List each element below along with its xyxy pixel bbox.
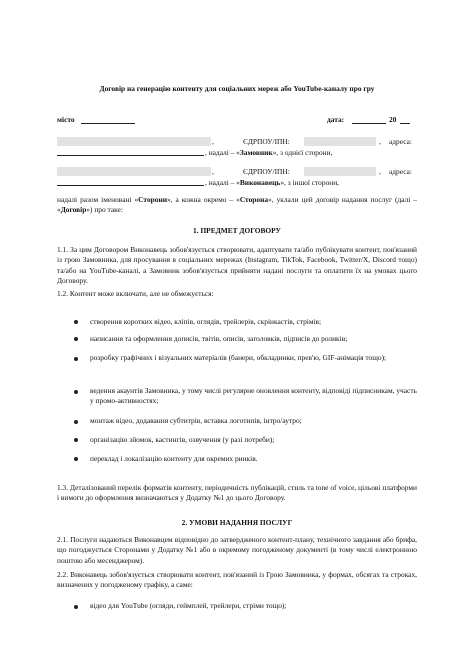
party2-role-line: , надалі – «Виконавець», з іншої сторони,	[205, 178, 340, 187]
bullet	[74, 337, 78, 341]
clause-1-3: 1.3. Деталізований перелік форматів контенту, періодичність публікацій, стиль та tone of voice, цільові платформи і вимоги до оформлення визначаються у Додатку №1 до цього Договору.	[57, 483, 417, 503]
bullet	[74, 420, 78, 424]
bullet	[74, 605, 78, 609]
party1-address-blank[interactable]	[57, 147, 204, 156]
document-page: Договір на генерацію контенту для соціальних мереж або YouTube-каналу про гру місто дата: 20 , ЄДРПОУ/ІПН: , адреса: , надалі – «Замовник», з однієї сторони, , ЄДРПОУ/ІПН: , адреса: , надалі – «Виконавець», з іншої сторони, надалі разом іменовані «Сторони», а кожна окремо – «Сторона», уклали цей договір надання послуг (далі – «Договір») про таке: 1. ПРЕДМЕТ ДОГОВОРУ 1.1. За цим Договором Виконавець зобов'язується створювати, адаптувати та/або публікувати контент, пов'язаний із грою Замовника, для просування в соціальних мережах (Instagram, TikTok, Facebook, Twitter/X, Discord тощо) та/або на YouTube-каналі, а Замовник зобов'язується прийняти надані послуги та оплатити їх на умовах цього Договору. 1.2. Контент може включати, але не обмежується: створення коротких відео, кліпів, оглядів, трейлерів, скрінкастів, стрімів; написання та оформлення дописів, твітів, описів, заголовків, підписів до роликів; розробку графічних і візуальних матеріалів (банери, обкладинки, прев'ю, GIF-анімація тощо); ведення акаунтів Замовника, у тому числі регулярне оновлення контенту, відповіді підписникам, участь у промо-активностях; монтаж відео, додавання субтитрів, вставка логотипів, інтро/аутро; організацію зйомок, кастингів, озвучення (у разі потреби); переклад і локалізацію контенту для окремих ринків. 1.3. Деталізований перелік форматів контенту, періодичність публікацій, стиль та tone of voice, цільові платформи і вимоги до оформлення визначаються у Додатку №1 до цього Договору. 2. УМОВИ НАДАННЯ ПОСЛУГ 2.1. Послуги надаються Виконавцем відповідно до затвердженого контент-плану, технічного завдання або брифа, що погоджується Сторонами у Додатку №1 або в окремому погодженому документі (в тому числі електронною поштою або месенджером). 2.2. Виконавець зобов'язується створювати контент, пов'язаний із Грою Замовника, у формах, обсягах та строках, визначених у погодженому графіку, а саме: відео для YouTube (огляди, геймплей, трейлери, стріми тощо);	[0, 0, 474, 670]
bullet	[74, 390, 78, 394]
party2-edrpou-field[interactable]	[304, 167, 376, 176]
list-item: відео для YouTube (огляди, геймплей, трейлери, стріми тощо);	[90, 601, 287, 610]
list-item: створення коротких відео, кліпів, оглядів, трейлерів, скрінкастів, стрімів;	[90, 317, 322, 326]
list-item: ведення акаунтів Замовника, у тому числі регулярне оновлення контенту, відповіді підписникам, участь у промо-активностях;	[90, 386, 417, 406]
list-item: розробку графічних і візуальних матеріалів (банери, обкладинки, прев'ю, GIF-анімація тощо);	[90, 353, 387, 362]
list-item: організацію зйомок, кастингів, озвучення (у разі потреби);	[90, 435, 275, 444]
party2-name-field[interactable]	[57, 167, 211, 176]
list-item: написання та оформлення дописів, твітів, описів, заголовків, підписів до роликів;	[90, 334, 348, 343]
bullet	[74, 457, 78, 461]
list-item: переклад і локалізацію контенту для окремих ринків.	[90, 454, 258, 463]
year-prefix: 20	[389, 115, 397, 124]
date-blank[interactable]	[352, 115, 386, 124]
date-label: дата:	[327, 115, 345, 124]
party1-edrpou-field[interactable]	[304, 137, 376, 146]
bullet	[74, 438, 78, 442]
party2-edrpou-label: ЄДРПОУ/ІПН:	[243, 167, 290, 176]
clause-2-2: 2.2. Виконавець зобов'язується створювати контент, пов'язаний із Грою Замовника, у формах, обсягах та строках, визначених у погодженому графіку, а саме:	[57, 570, 417, 590]
party2-address-label: адреса:	[389, 167, 412, 176]
year-blank[interactable]	[400, 115, 410, 124]
clause-1-2: 1.2. Контент може включати, але не обмежується:	[57, 289, 214, 298]
party1-edrpou-label: ЄДРПОУ/ІПН:	[243, 137, 290, 146]
section1-heading: 1. ПРЕДМЕТ ДОГОВОРУ	[193, 226, 281, 235]
party1-role-line: , надалі – «Замовник», з однієї сторони,	[205, 148, 333, 157]
bullet	[74, 357, 78, 361]
city-label: місто	[57, 115, 75, 124]
city-blank[interactable]	[81, 115, 135, 124]
bullet	[74, 320, 78, 324]
clause-1-1: 1.1. За цим Договором Виконавець зобов'язується створювати, адаптувати та/або публікувати контент, пов'язаний із грою Замовника, для просування в соціальних мережах (Instagram, TikTok, Facebook, Twitter/X, Discord тощо) та/або на YouTube-каналі, а Замовник зобов'язується прийняти надані послуги та оплатити їх на умовах цього Договору.	[57, 245, 417, 286]
list-item: монтаж відео, додавання субтитрів, вставка логотипів, інтро/аутро;	[90, 416, 302, 425]
party1-name-field[interactable]	[57, 137, 211, 146]
preamble: надалі разом іменовані «Сторони», а кожна окремо – «Сторона», уклали цей договір надання послуг (далі – «Договір») про таке:	[57, 195, 417, 215]
clause-2-1: 2.1. Послуги надаються Виконавцем відповідно до затвердженого контент-плану, технічного завдання або брифа, що погоджується Сторонами у Додатку №1 або в окремому погодженому документі (в тому числі електронною поштою або месенджером).	[57, 535, 417, 565]
party1-address-label: адреса:	[389, 137, 412, 146]
document-title: Договір на генерацію контенту для соціальних мереж або YouTube-каналу про гру	[99, 84, 375, 93]
section2-heading: 2. УМОВИ НАДАННЯ ПОСЛУГ	[181, 518, 293, 527]
party2-address-blank[interactable]	[57, 177, 204, 186]
